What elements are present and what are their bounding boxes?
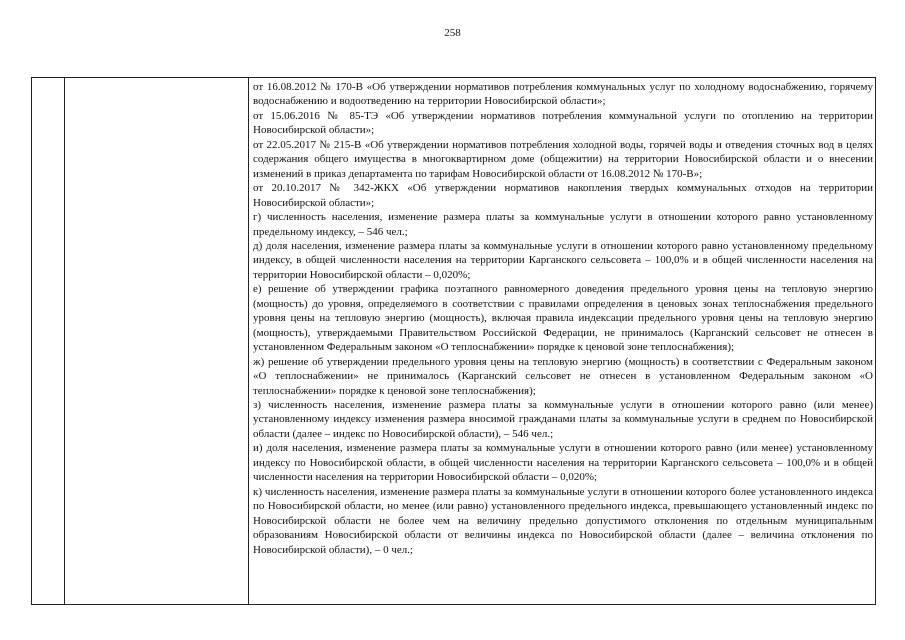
paragraph-item-e: е) решение об утверждении графика поэтапного равномерного доведения предельного уровня цены на тепловую энергию (мощность) до уровня, определяемого в соответствии с правилами определения в ценовых зонах теплоснабжения предельного уровня цены на тепловую энергию (мощность), включая правила индексации предельного уровня цены на тепловую энергию (мощность), утверждаемыми Правительством Российской Федерации, не принималось (Карганский сельсовет не отнесен в установленном Федеральным законом «О теплоснабжении» порядке к ценовой зоне теплоснабжения); xyxy=(253,283,873,354)
paragraph-item-zh: ж) решение об утверждении предельного уровня цены на тепловую энергию (мощность) в соответствии с Федеральным законом «О теплоснабжении» не принималось (Карганский сельсовет не отнесен в установленном Федеральным законом «О теплоснабжении» порядке к ценовой зоне теплоснабжения); xyxy=(253,355,873,397)
document-table xyxy=(31,77,876,605)
paragraph-item-d: д) доля населения, изменение размера платы за коммунальные услуги в отношении которого равно установленному предельному индексу, в общей численности населения на территории Карганского сельсовета – 100,0% и в общей численности населения на территории Новосибирской области – 0,020%; xyxy=(253,239,873,281)
paragraph-item-z: з) численность населения, изменение размера платы за коммунальные услуги в отношении которого равно (или менее) установленному индексу изменения размера вносимой гражданами платы за коммунальные услуги в среднем по Новосибирской области (далее – индекс по Новосибирской области), – 546 чел.; xyxy=(253,398,873,440)
paragraph-order-342zhkh-2017: от 20.10.2017 № 342-ЖКХ «Об утверждении нормативов накопления твердых коммунальных отходов на территории Новосибирской области»; xyxy=(253,182,873,209)
table-cell-text xyxy=(253,80,873,557)
paragraph-order-215v-2017: от 22.05.2017 № 215-В «Об утверждении нормативов потребления холодной воды, горячей воды и отведения сточных вод в целях содержания общего имущества в многоквартирном доме (общежитии) на территории Новосибирской области и о внесении изменений в приказ департамента по тарифам Новосибирской области от 16.08.2012 № 170-В»; xyxy=(253,138,873,180)
paragraph-item-i: и) доля населения, изменение размера платы за коммунальные услуги в отношении которого равно (или менее) установленному индексу по Новосибирской области, в общей численности населения на территории Карганского сельсовета – 100,0% и в общей численности населения на территории Новосибирской области – 0,020%; xyxy=(253,442,873,484)
paragraph-order-170v-2012: от 16.08.2012 № 170-В «Об утверждении нормативов потребления коммунальных услуг по холодному водоснабжению, горячему водоснабжению и водоотведению на территории Новосибирской области»; xyxy=(253,81,873,108)
page-number: 258 xyxy=(444,27,461,39)
paragraph-item-k: к) численность населения, изменение размера платы за коммунальные услуги в отношении которого более установленного индекса по Новосибирской области, но менее (или равно) установленного предельного индекса, превышающего установленный индекс по Новосибирской области не более чем на величину предельно допустимого отклонения по отдельным муниципальным образованиям Новосибирской области от величины индекса по Новосибирской области (далее – величина отклонения по Новосибирской области), – 0 чел.; xyxy=(253,485,873,556)
column-divider-2 xyxy=(248,78,249,604)
paragraph-order-85te-2016: от 15.06.2016 № 85-ТЭ «Об утверждении нормативов потребления коммунальной услуги по отоплению на территории Новосибирской области»; xyxy=(253,109,873,137)
column-divider-1 xyxy=(64,78,65,604)
paragraph-item-g: г) численность населения, изменение размера платы за коммунальные услуги в отношении которого равно установленному предельному индексу, – 546 чел.; xyxy=(253,211,873,238)
